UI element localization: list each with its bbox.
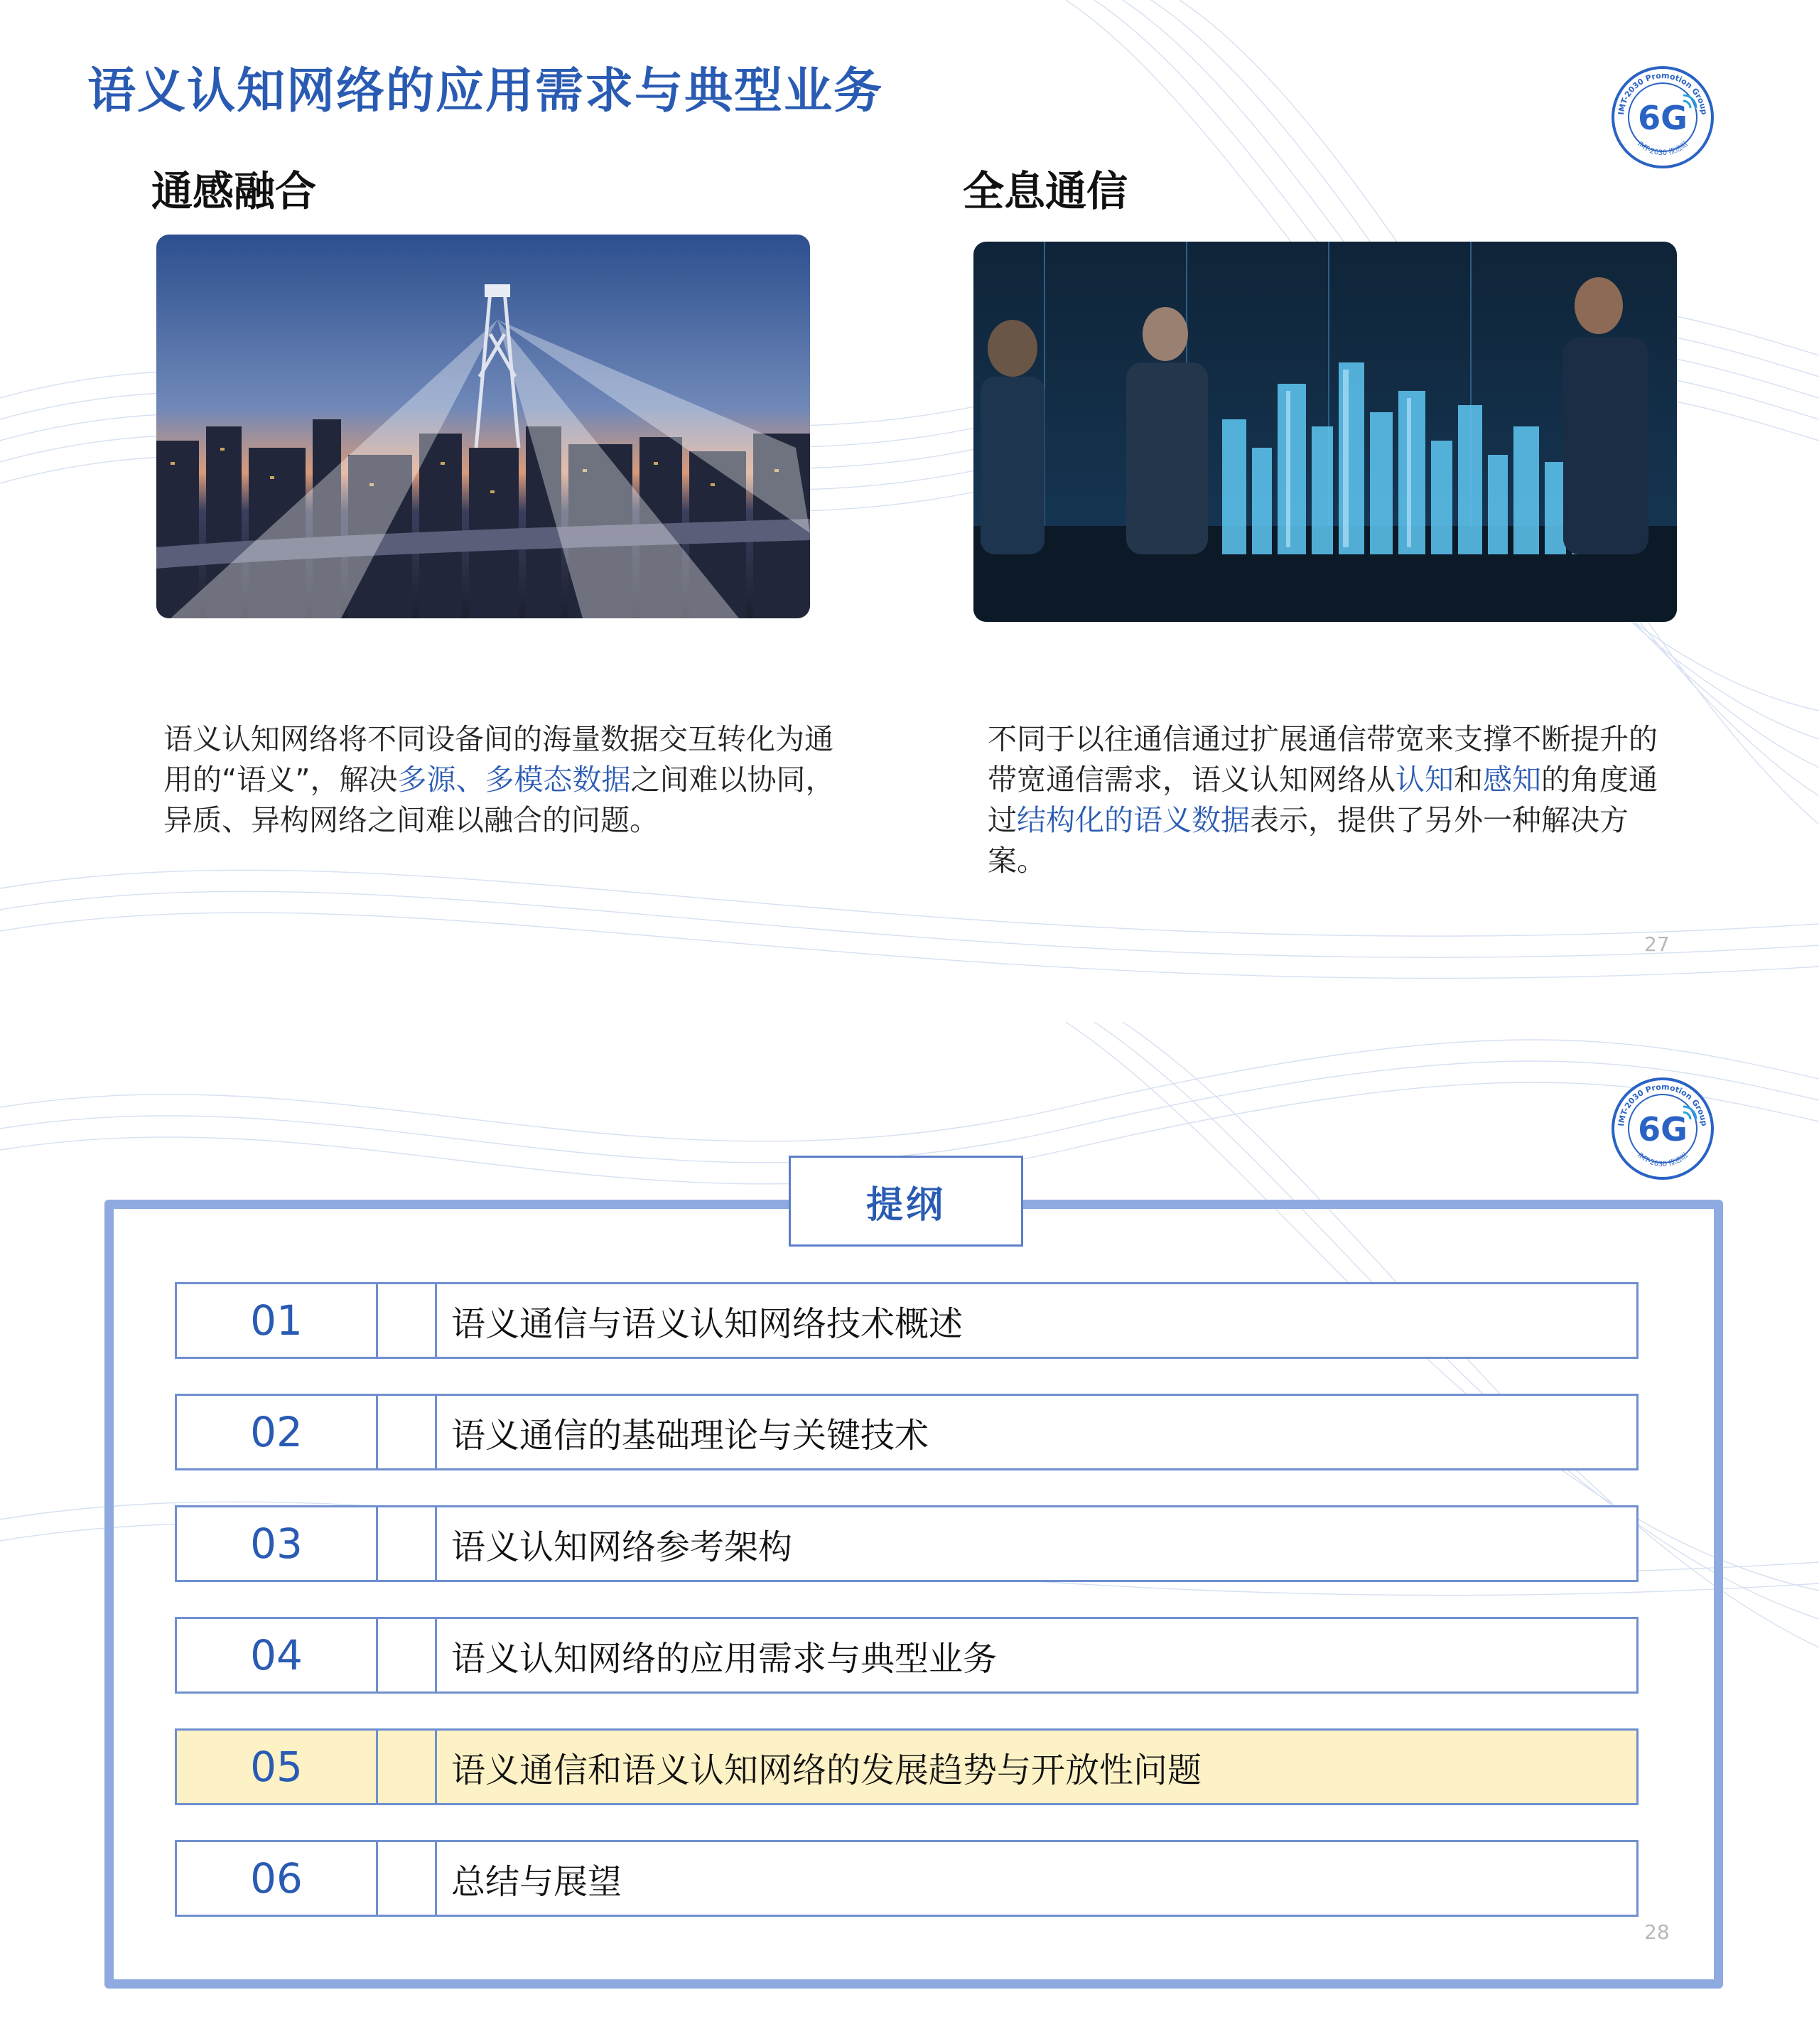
page-number: 27 <box>1644 932 1670 956</box>
outline-item-spacer <box>378 1840 435 1917</box>
desc-highlight: 结构化的语义数据 <box>1017 803 1250 837</box>
desc-text: 表示，提供了另外一种解决方案。 <box>988 803 1629 878</box>
outline-item-spacer <box>378 1282 435 1359</box>
outline-item-number: 04 <box>175 1617 378 1694</box>
holographic-meeting-photo <box>973 242 1677 622</box>
outline-title: 提纲 <box>789 1156 1023 1247</box>
outline-item-label: 总结与展望 <box>435 1840 1639 1917</box>
outline-item-label: 语义认知网络参考架构 <box>435 1505 1639 1582</box>
desc-text: 和 <box>1454 763 1483 797</box>
outline-item-label: 语义通信与语义认知网络技术概述 <box>435 1282 1639 1359</box>
right-heading: 全息通信 <box>963 167 1128 215</box>
outline-item-number: 02 <box>175 1394 378 1470</box>
right-description <box>988 719 1663 881</box>
outline-item-number: 01 <box>175 1282 378 1359</box>
desc-text: 语义认知网络将不同设备间的海量数据交互转化为通用的“语义”，解决 <box>163 722 833 797</box>
left-description <box>163 719 846 841</box>
outline-item-06[interactable] <box>175 1840 1639 1917</box>
outline-item-spacer <box>378 1617 435 1694</box>
svg-text:IMT-2030 推进组: IMT-2030 推进组 <box>1636 1151 1690 1169</box>
outline-item-04[interactable] <box>175 1617 1639 1694</box>
outline-item-03[interactable] <box>175 1505 1639 1582</box>
svg-text:IMT-2030 Promotion Group: IMT-2030 Promotion Group <box>1616 70 1709 116</box>
outline-item-number: 03 <box>175 1505 378 1582</box>
outline-item-label: 语义认知网络的应用需求与典型业务 <box>435 1617 1639 1694</box>
svg-text:6G: 6G <box>1638 99 1688 137</box>
svg-text:IMT-2030 Promotion Group: IMT-2030 Promotion Group <box>1616 1082 1709 1127</box>
desc-text: 不同于以往通信通过扩展通信带宽来支撑不断提升的带宽通信需求，语义认知网络从 <box>988 722 1658 797</box>
outline-item-number: 06 <box>175 1840 378 1917</box>
outline-item-05-current[interactable] <box>175 1728 1639 1805</box>
outline-item-number: 05 <box>175 1728 378 1805</box>
imt2030-6g-logo <box>1609 1075 1716 1182</box>
svg-text:IMT-2030 推进组: IMT-2030 推进组 <box>1636 140 1690 158</box>
svg-text:6G: 6G <box>1638 1110 1688 1149</box>
desc-text: 的角度通过 <box>988 763 1658 837</box>
desc-text: 之间难以协同，异质、异构网络之间难以融合的问题。 <box>163 763 835 837</box>
outline-item-spacer <box>378 1505 435 1582</box>
imt2030-6g-logo <box>1609 64 1716 171</box>
city-sensing-photo <box>156 235 810 618</box>
desc-highlight: 感知 <box>1483 763 1541 797</box>
outline-item-label: 语义通信的基础理论与关键技术 <box>435 1394 1639 1470</box>
left-heading: 通感融合 <box>151 167 317 215</box>
slide-28 <box>0 1022 1819 2044</box>
outline-item-spacer <box>378 1728 435 1805</box>
outline-item-02[interactable] <box>175 1394 1639 1470</box>
desc-highlight: 认知 <box>1396 763 1454 797</box>
desc-highlight: 多源、多模态数据 <box>397 763 631 797</box>
outline-item-label: 语义通信和语义认知网络的发展趋势与开放性问题 <box>435 1728 1639 1805</box>
slide-title: 语义认知网络的应用需求与典型业务 <box>87 63 884 119</box>
page-number: 28 <box>1644 1920 1670 1944</box>
outline-item-01[interactable] <box>175 1282 1639 1359</box>
outline-item-spacer <box>378 1394 435 1470</box>
